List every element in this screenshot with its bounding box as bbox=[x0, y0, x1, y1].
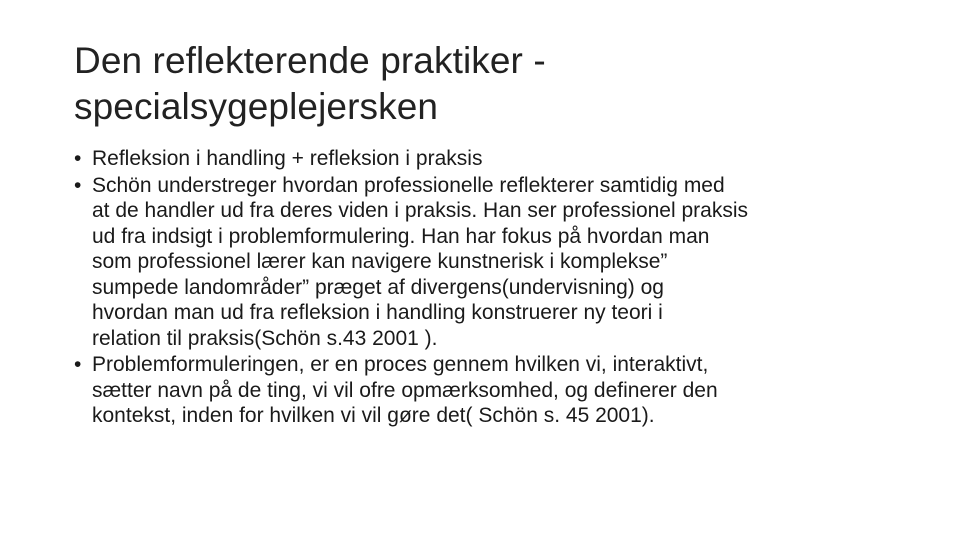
bullet-text-line: relation til praksis(Schön s.43 2001 ). bbox=[92, 326, 438, 350]
bullet-icon: • bbox=[74, 147, 82, 170]
bullet-text-line: kontekst, inden for hvilken vi vil gøre det( Schön s. 45 2001). bbox=[92, 404, 655, 427]
bullet-text-line: ud fra indsigt i problemformulering. Han har fokus på hvordan man bbox=[92, 224, 710, 248]
bullet-item bbox=[74, 352, 874, 429]
slide-title-line: specialsygeplejersken bbox=[74, 86, 439, 127]
bullet-list bbox=[74, 146, 874, 430]
bullet-text-line: sumpede landområder” præget af divergens(undervisning) og bbox=[92, 275, 664, 299]
slide-title bbox=[74, 38, 894, 130]
bullet-text-line: Problemformuleringen, er en proces gennem hvilken vi, interaktivt, bbox=[92, 353, 709, 376]
bullet-text-line: sætter navn på de ting, vi vil ofre opmærksomhed, og definerer den bbox=[92, 378, 718, 402]
slide-title-line: Den reflekterende praktiker - bbox=[74, 40, 546, 81]
bullet-text-line: hvordan man ud fra refleksion i handling konstruerer ny teori i bbox=[92, 301, 663, 324]
bullet-icon: • bbox=[74, 173, 82, 197]
bullet-item bbox=[74, 146, 874, 172]
bullet-text-line: Schön understreger hvordan professionelle reflekterer samtidig med bbox=[92, 173, 725, 197]
bullet-icon: • bbox=[74, 353, 82, 376]
bullet-text-line: Refleksion i handling + refleksion i praksis bbox=[92, 147, 483, 170]
bullet-item bbox=[74, 173, 874, 352]
bullet-text-line: at de handler ud fra deres viden i praksis. Han ser professionel praksis bbox=[92, 199, 749, 222]
bullet-text-line: som professionel lærer kan navigere kunstnerisk i komplekse” bbox=[92, 250, 668, 273]
